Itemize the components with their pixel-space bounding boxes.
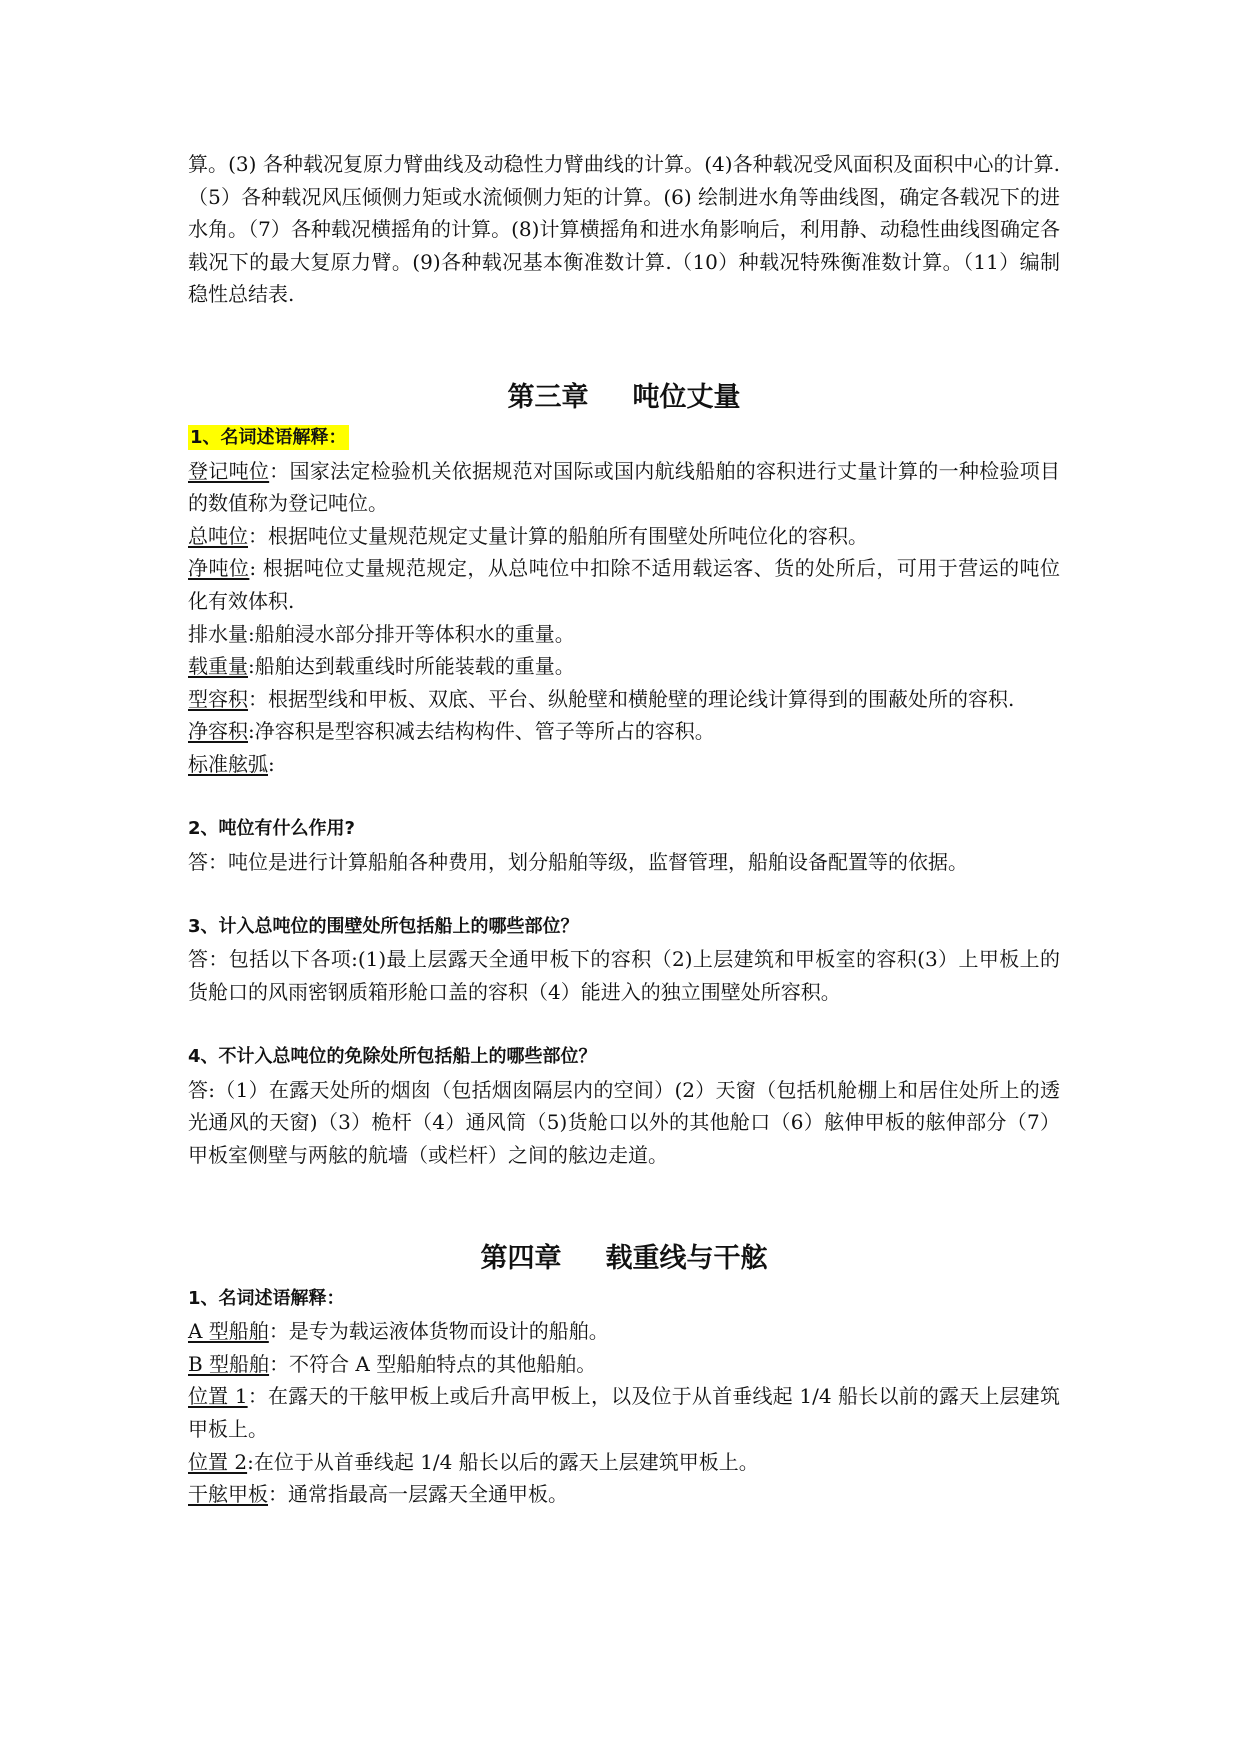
chapter3-title: 吨位丈量 (632, 381, 741, 413)
definition-item (188, 748, 1060, 781)
definition-item (188, 552, 1060, 617)
definition-term: B 型船舶 (188, 1351, 270, 1376)
ch3-q4-heading: 4、不计入总吨位的免除处所包括船上的哪些部位？ (188, 1046, 597, 1068)
definition-item (188, 1348, 1060, 1381)
definition-item (188, 520, 1060, 553)
ch3-a4-answer: 答:（1）在露天处所的烟囱（包括烟囱隔层内的空间）(2）天窗（包括机舱棚上和居住处所上的透光通风的天窗)（3）桅杆（4）通风筒（5)货舱口以外的其他舱口（6）舷伸甲板的舷伸部分（7）甲板室侧壁与两舷的航墙（或栏杆）之间的舷边走道。 (188, 1077, 1060, 1168)
ch4-q1-heading: 1、名词述语解释： (188, 1287, 345, 1309)
definition-term: 净容积 (188, 719, 248, 744)
definition-text: ：根据型线和甲板、双底、平台、纵舱壁和横舱壁的理论线计算得到的围蔽处所的容积. (248, 686, 1015, 711)
definition-term: 载重量 (188, 654, 248, 679)
definition-text: ：在露天的干舷甲板上或后升高甲板上，以及位于从首垂线起 1/4 船长以前的露天上层建筑甲板上。 (188, 1384, 1060, 1441)
definition-text: :净容积是型容积减去结构构件、管子等所占的容积。 (248, 719, 715, 744)
definition-text: :船舶达到载重线时所能装载的重量。 (248, 654, 575, 679)
chapter4-number: 第四章 (480, 1242, 562, 1274)
definition-text: : 根据吨位丈量规范规定，从总吨位中扣除不适用载运客、货的处所后，可用于营运的吨位化有效体积. (188, 556, 1060, 613)
definition-term: 位置 2 (188, 1449, 248, 1474)
definition-text: :在位于从首垂线起 1/4 船长以后的露天上层建筑甲板上。 (247, 1449, 759, 1474)
definition-text: ：是专为载运液体货物而设计的船舶。 (268, 1319, 609, 1344)
ch3-a3-answer: 答：包括以下各项:(1)最上层露天全通甲板下的容积（2)上层建筑和甲板室的容积(3）上甲板上的货舱口的风雨密钢质箱形舱口盖的容积（4）能进入的独立围壁处所容积。 (188, 947, 1060, 1005)
ch4-definitions (188, 1315, 1060, 1511)
definition-term: 总吨位 (188, 523, 248, 548)
chapter4-title: 载重线与干舷 (605, 1242, 768, 1274)
definition-item (188, 715, 1060, 748)
page-content (188, 148, 1060, 1511)
definition-term: A 型船舶 (188, 1319, 269, 1344)
definition-text: ：通常指最高一层露天全通甲板。 (268, 1482, 568, 1507)
intro-paragraph: 算。(3) 各种载况复原力臂曲线及动稳性力臂曲线的计算。(4)各种载况受风面积及面积中心的计算.（5）各种载况风压倾侧力矩或水流倾侧力矩的计算。(6) 绘制进水角等曲线图，确定各载况下的进水角。（7）各种载况横摇角的计算。(8)计算横摇角和进水角影响后，利用静、动稳性曲线图确定各载况下的最大复原力臂。(9)各种载况基本衡准数计算.（10）种载况特殊衡准数计算。（11）编制稳性总结表. (188, 152, 1060, 307)
definition-term: 登记吨位 (188, 458, 270, 483)
definition-text: ：根据吨位丈量规范规定丈量计算的船舶所有围壁处所吨位化的容积。 (248, 523, 868, 548)
chapter3-number: 第三章 (507, 381, 589, 413)
chapter4-heading (188, 1236, 1060, 1275)
definition-item (188, 618, 1060, 651)
definition-item (188, 1380, 1060, 1445)
chapter3-heading (188, 375, 1060, 414)
definition-item (188, 1315, 1060, 1348)
definition-item (188, 683, 1060, 716)
ch3-q2-heading: 2、吨位有什么作用? (188, 818, 355, 840)
definition-item (188, 1478, 1060, 1511)
definition-text: ：不符合 A 型船舶特点的其他船舶。 (269, 1351, 597, 1376)
definition-term: 位置 1 (188, 1384, 248, 1409)
definition-item (188, 1446, 1060, 1479)
definition-item (188, 650, 1060, 683)
ch3-q3-heading: 3、计入总吨位的围壁处所包括船上的哪些部位？ (188, 915, 579, 937)
definition-text: 排水量:船舶浸水部分排开等体积水的重量。 (188, 621, 575, 646)
ch3-definitions (188, 455, 1060, 781)
ch3-q1-heading: 1、名词述语解释： (190, 426, 347, 448)
definition-term: 干舷甲板 (188, 1482, 268, 1507)
definition-text: : (268, 751, 275, 776)
definition-item (188, 455, 1060, 520)
definition-term: 净吨位 (188, 556, 250, 581)
ch3-a2-answer: 答：吨位是进行计算船舶各种费用，划分船舶等级，监督管理，船舶设备配置等的依据。 (188, 849, 968, 874)
definition-term: 标准舷弧 (188, 751, 268, 776)
definition-text: ：国家法定检验机关依据规范对国际或国内航线船舶的容积进行丈量计算的一种检验项目的数值称为登记吨位。 (188, 458, 1061, 516)
definition-term: 型容积 (188, 686, 248, 711)
